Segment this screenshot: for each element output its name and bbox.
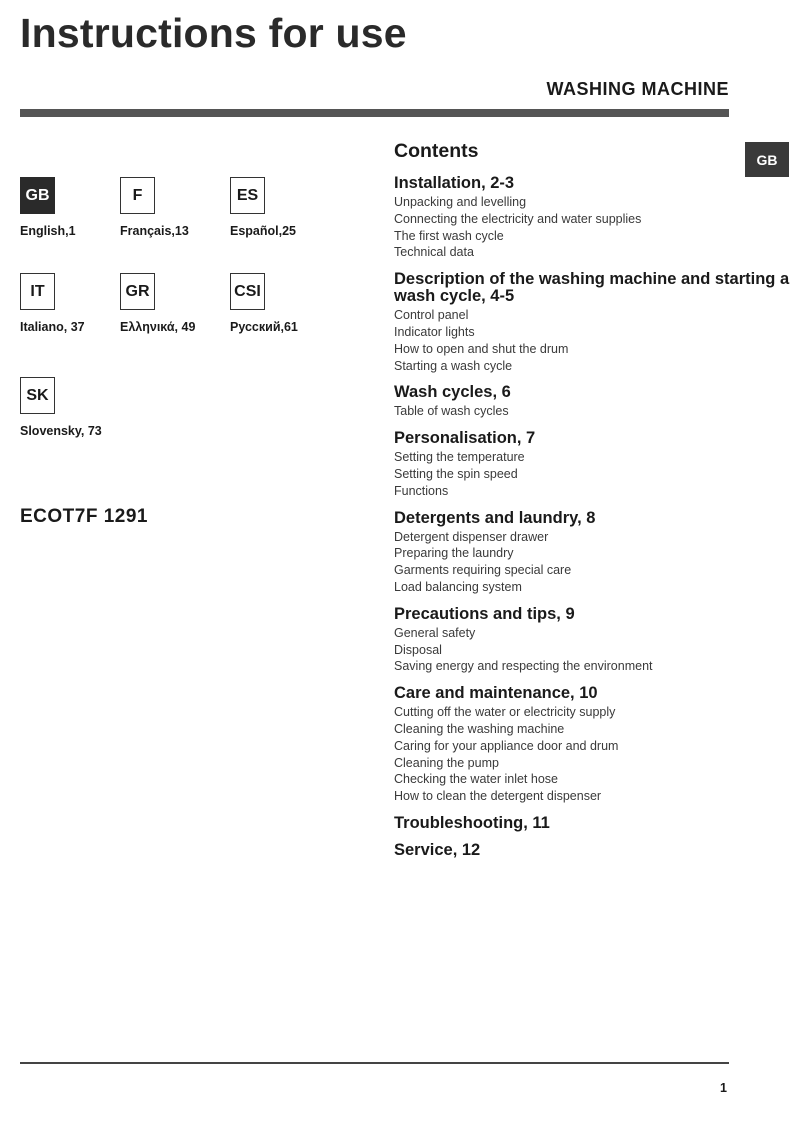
language-label: Русский,61 xyxy=(230,320,298,334)
contents-section xyxy=(394,815,794,832)
section-title-link[interactable]: Description of the washing machine and starting a wash cycle, 4-5 xyxy=(394,270,790,306)
section-item-link[interactable]: Functions xyxy=(394,483,449,498)
language-code-box: SK xyxy=(20,377,55,414)
language-entry-csi[interactable] xyxy=(230,273,340,334)
language-entry-gb[interactable] xyxy=(20,177,130,238)
language-side-tab: GB xyxy=(745,142,789,177)
section-item-link[interactable]: The first wash cycle xyxy=(394,228,504,243)
section-item-link[interactable]: Connecting the electricity and water supplies xyxy=(394,211,642,226)
contents-section xyxy=(394,842,794,859)
section-item-link[interactable]: Starting a wash cycle xyxy=(394,358,513,373)
contents-section xyxy=(394,685,794,805)
section-item-link[interactable]: Setting the temperature xyxy=(394,450,525,465)
language-entry-gr[interactable] xyxy=(120,273,230,334)
header-divider xyxy=(20,109,729,117)
section-item-link[interactable]: Technical data xyxy=(394,245,474,260)
section-item-link[interactable]: Caring for your appliance door and drum xyxy=(394,738,619,753)
section-item-link[interactable]: Checking the water inlet hose xyxy=(394,772,558,787)
section-item-link[interactable]: How to open and shut the drum xyxy=(394,341,569,356)
language-label: Italiano, 37 xyxy=(20,320,85,334)
contents-section xyxy=(394,510,794,596)
section-title-link[interactable]: Care and maintenance, 10 xyxy=(394,684,598,703)
section-item-link[interactable]: Setting the spin speed xyxy=(394,466,518,481)
contents-section xyxy=(394,430,794,499)
contents-heading: Contents xyxy=(394,140,479,162)
section-item-link[interactable]: Load balancing system xyxy=(394,579,522,594)
section-item-link[interactable]: Disposal xyxy=(394,642,442,657)
section-title-link[interactable]: Detergents and laundry, 8 xyxy=(394,508,596,527)
section-item-link[interactable]: Preparing the laundry xyxy=(394,546,514,561)
section-title-link[interactable]: Precautions and tips, 9 xyxy=(394,604,575,623)
section-title-link[interactable]: Wash cycles, 6 xyxy=(394,383,511,402)
model-number: ECOT7F 1291 xyxy=(20,506,148,527)
table-of-contents xyxy=(394,140,794,869)
section-item-link[interactable]: How to clean the detergent dispenser xyxy=(394,789,602,804)
footer-divider xyxy=(20,1062,729,1064)
contents-section xyxy=(394,606,794,675)
section-item-link[interactable]: Garments requiring special care xyxy=(394,563,572,578)
section-item-link[interactable]: Cutting off the water or electricity supply xyxy=(394,705,616,720)
page-number: 1 xyxy=(720,1081,727,1095)
section-item-link[interactable]: Unpacking and levelling xyxy=(394,195,527,209)
language-label: English,1 xyxy=(20,224,76,238)
section-item-link[interactable]: Table of wash cycles xyxy=(394,404,509,419)
language-code-box: ES xyxy=(230,177,265,214)
language-entry-sk[interactable] xyxy=(20,377,130,438)
contents-section xyxy=(394,271,794,374)
section-item-link[interactable]: Cleaning the pump xyxy=(394,755,499,770)
contents-section xyxy=(394,384,794,420)
language-entry-es[interactable] xyxy=(230,177,340,238)
language-label: Français,13 xyxy=(120,224,189,238)
section-item-link[interactable]: Saving energy and respecting the environment xyxy=(394,659,653,674)
language-code-box: GR xyxy=(120,273,155,310)
contents-sections xyxy=(394,175,794,859)
section-item-link[interactable]: Indicator lights xyxy=(394,324,475,339)
language-label: Slovensky, 73 xyxy=(20,424,102,438)
language-label: Ελληνικά, 49 xyxy=(120,320,196,334)
language-entry-f[interactable] xyxy=(120,177,230,238)
language-code-box: IT xyxy=(20,273,55,310)
section-item-link[interactable]: General safety xyxy=(394,625,476,640)
language-entry-it[interactable] xyxy=(20,273,130,334)
section-title-link[interactable]: Installation, 2-3 xyxy=(394,174,515,192)
section-item-link[interactable]: Control panel xyxy=(394,308,469,323)
language-label: Español,25 xyxy=(230,224,296,238)
section-title-link[interactable]: Troubleshooting, 11 xyxy=(394,813,550,832)
language-code-box: GB xyxy=(20,177,55,214)
section-title-link[interactable]: Personalisation, 7 xyxy=(394,429,536,448)
language-code-box: F xyxy=(120,177,155,214)
document-subtitle: WASHING MACHINE xyxy=(546,79,729,99)
section-item-link[interactable]: Cleaning the washing machine xyxy=(394,721,565,736)
section-title-link[interactable]: Service, 12 xyxy=(394,840,481,859)
page-title: Instructions for use xyxy=(20,10,407,56)
section-item-link[interactable]: Detergent dispenser drawer xyxy=(394,529,549,544)
language-code-box: CSI xyxy=(230,273,265,310)
contents-section xyxy=(394,175,794,261)
